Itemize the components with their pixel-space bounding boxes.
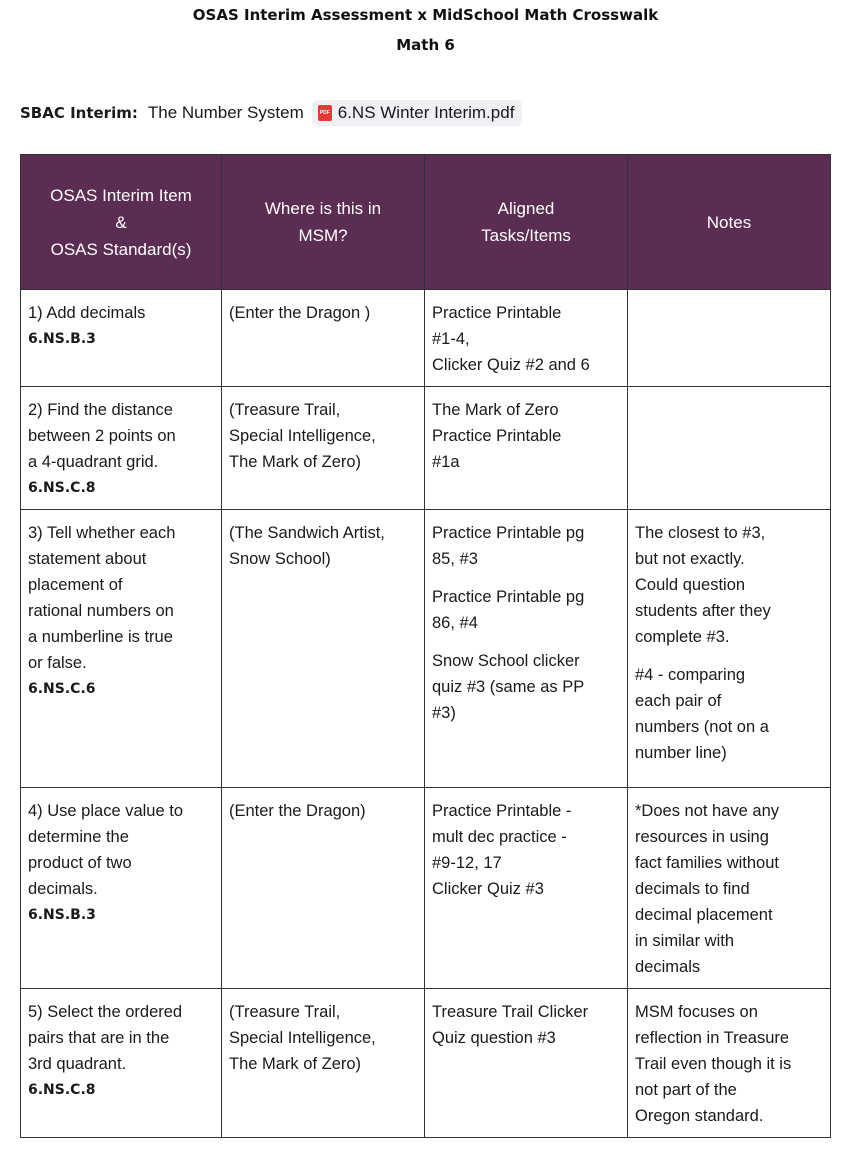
table-row: [21, 989, 831, 1138]
line-gap: [635, 650, 824, 662]
item-line: 5) Select the ordered: [28, 1003, 183, 1021]
item-line: pairs that are in the: [28, 1029, 170, 1047]
note-line: resources in using: [635, 828, 769, 846]
header-line: MSM?: [298, 226, 348, 245]
crosswalk-table: [20, 154, 831, 1138]
note-line: fact families without: [635, 854, 779, 872]
task-line: The Mark of Zero: [432, 401, 559, 419]
header-line: Notes: [706, 212, 752, 232]
item-line: 4) Use place value to: [28, 802, 184, 820]
item-line: 1) Add decimals: [28, 304, 146, 322]
notes-cell: [628, 387, 831, 510]
tasks-cell: [425, 989, 628, 1138]
page-subtitle: Math 6: [396, 36, 455, 54]
item-line: a 4-quadrant grid.: [28, 453, 159, 471]
note-line: *Does not have any: [635, 802, 780, 820]
task-line: #9-12, 17: [432, 854, 502, 872]
tasks-cell: [425, 788, 628, 989]
column-header-tasks: [425, 155, 628, 290]
standard-code: 6.NS.B.3: [28, 907, 96, 923]
task-line: #1-4,: [432, 330, 470, 348]
where-line: The Mark of Zero): [229, 453, 362, 471]
note-line: #4 - comparing: [635, 666, 746, 684]
where-cell: [222, 510, 425, 788]
note-line: in similar with: [635, 932, 735, 950]
line-gap: [432, 636, 621, 648]
header-line: OSAS Interim Item: [50, 185, 192, 205]
sbac-topic: The Number System: [147, 103, 304, 122]
item-line: statement about: [28, 550, 147, 568]
item-line: rational numbers on: [28, 602, 174, 620]
note-line: each pair of: [635, 692, 722, 710]
note-line: decimals: [635, 958, 701, 976]
header-line: OSAS Standard(s): [50, 239, 192, 259]
where-line: (Enter the Dragon ): [229, 304, 371, 322]
note-line: numbers (not on a: [635, 718, 769, 736]
item-cell: [21, 788, 222, 989]
page-title: OSAS Interim Assessment x MidSchool Math Crosswalk: [192, 6, 659, 24]
task-line: Practice Printable pg: [432, 524, 585, 542]
item-line: decimals.: [28, 880, 98, 898]
notes-cell: [628, 989, 831, 1138]
task-line: Practice Printable: [432, 304, 562, 322]
task-line: Snow School clicker: [432, 652, 580, 670]
note-line: reflection in Treasure: [635, 1029, 790, 1047]
task-line: Treasure Trail Clicker: [432, 1003, 589, 1021]
task-line: Clicker Quiz #2 and 6: [432, 356, 590, 374]
item-cell: [21, 989, 222, 1138]
sbac-label: SBAC Interim:: [20, 104, 138, 122]
note-line: complete #3.: [635, 628, 730, 646]
pdf-icon: PDF: [318, 105, 332, 121]
note-line: not part of the: [635, 1081, 737, 1099]
tasks-cell: [425, 290, 628, 387]
sbac-line: [20, 100, 522, 126]
where-cell: [222, 989, 425, 1138]
line-gap: [432, 572, 621, 584]
item-line: between 2 points on: [28, 427, 176, 445]
standard-code: 6.NS.C.8: [28, 480, 96, 496]
header-line: Where is this in: [264, 199, 382, 218]
task-line: mult dec practice -: [432, 828, 567, 846]
header-line: Aligned: [497, 199, 555, 218]
note-line: The closest to #3,: [635, 524, 766, 542]
table-row: [21, 387, 831, 510]
table-row: [21, 290, 831, 387]
note-line: Oregon standard.: [635, 1107, 764, 1125]
task-line: 86, #4: [432, 614, 478, 632]
where-line: (The Sandwich Artist,: [229, 524, 385, 542]
item-cell: [21, 290, 222, 387]
where-line: Special Intelligence,: [229, 1029, 376, 1047]
table-header-row: [21, 155, 831, 290]
tasks-cell: [425, 510, 628, 788]
notes-cell: [628, 510, 831, 788]
note-line: MSM focuses on: [635, 1003, 758, 1021]
task-line: Clicker Quiz #3: [432, 880, 544, 898]
item-line: placement of: [28, 576, 123, 594]
item-line: a numberline is true: [28, 628, 173, 646]
task-line: #3): [432, 704, 456, 722]
where-line: The Mark of Zero): [229, 1055, 362, 1073]
task-line: 85, #3: [432, 550, 478, 568]
item-line: or false.: [28, 654, 87, 672]
notes-cell: [628, 788, 831, 989]
standard-code: 6.NS.C.6: [28, 681, 96, 697]
where-line: (Treasure Trail,: [229, 1003, 341, 1021]
item-cell: [21, 387, 222, 510]
task-line: #1a: [432, 453, 460, 471]
item-line: 3) Tell whether each: [28, 524, 176, 542]
where-line: (Enter the Dragon): [229, 802, 366, 820]
notes-cell: [628, 290, 831, 387]
where-cell: [222, 290, 425, 387]
task-line: Quiz question #3: [432, 1029, 556, 1047]
note-line: decimal placement: [635, 906, 773, 924]
note-line: students after they: [635, 602, 771, 620]
table-row: [21, 510, 831, 788]
table-row: [21, 788, 831, 989]
where-cell: [222, 788, 425, 989]
where-line: Snow School): [229, 550, 331, 568]
note-line: Trail even though it is: [635, 1055, 792, 1073]
item-line: 3rd quadrant.: [28, 1055, 127, 1073]
where-line: (Treasure Trail,: [229, 401, 341, 419]
column-header-item: [21, 155, 222, 290]
tasks-cell: [425, 387, 628, 510]
note-line: Could question: [635, 576, 746, 594]
column-header-where: [222, 155, 425, 290]
note-line: decimals to find: [635, 880, 750, 898]
item-line: product of two: [28, 854, 132, 872]
file-chip-label: 6.NS Winter Interim.pdf: [337, 103, 515, 122]
task-line: Practice Printable pg: [432, 588, 585, 606]
task-line: quiz #3 (same as PP: [432, 678, 585, 696]
column-header-notes: [628, 155, 831, 290]
where-line: Special Intelligence,: [229, 427, 376, 445]
header-line: &: [115, 212, 127, 232]
header-line: Tasks/Items: [481, 226, 571, 245]
standard-code: 6.NS.B.3: [28, 331, 96, 347]
item-cell: [21, 510, 222, 788]
task-line: Practice Printable -: [432, 802, 572, 820]
file-chip-link[interactable]: [312, 100, 523, 126]
task-line: Practice Printable: [432, 427, 562, 445]
note-line: but not exactly.: [635, 550, 745, 568]
item-line: determine the: [28, 828, 129, 846]
standard-code: 6.NS.C.8: [28, 1082, 96, 1098]
where-cell: [222, 387, 425, 510]
item-line: 2) Find the distance: [28, 401, 173, 419]
note-line: number line): [635, 744, 727, 762]
